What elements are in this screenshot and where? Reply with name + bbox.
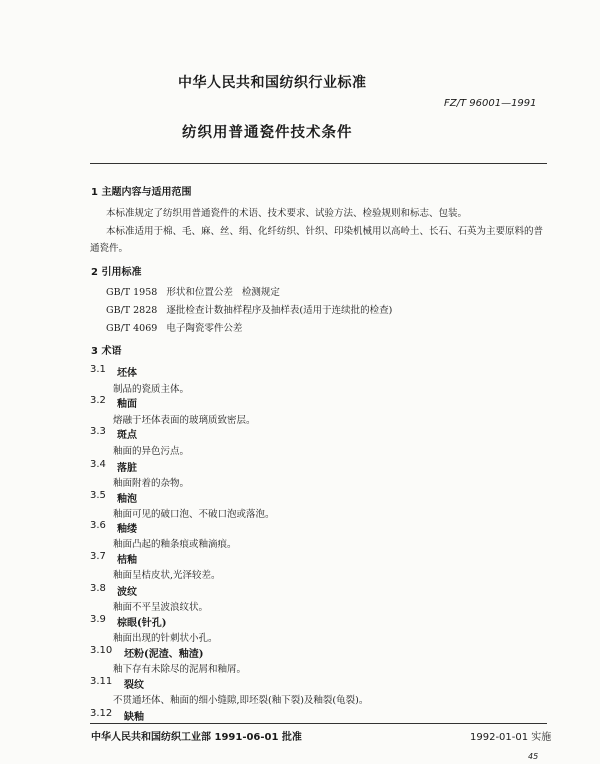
term-definition: 不贯通坯体、釉面的细小缝隙,即坯裂(釉下裂)及釉裂(龟裂)。 [113, 695, 369, 706]
term-definition: 釉面不平呈波浪纹状。 [113, 602, 209, 613]
reference-item: GB/T 4069 电子陶瓷零件公差 [106, 323, 243, 334]
industry-standard-heading: 中华人民共和国纺织行业标准 [178, 75, 367, 91]
term-name: 坯体 [117, 368, 137, 379]
term-name: 缺釉 [124, 712, 144, 723]
term-number: 3.12 [90, 708, 113, 719]
term-name: 釉面 [117, 399, 137, 410]
term-definition: 熔融于坯体表面的玻璃质致密层。 [113, 415, 256, 426]
section-1-paragraph-2-line-1: 本标准适用于棉、毛、麻、丝、绢、化纤纺织、针织、印染机械用以高岭土、长石、石英为主要原料的普 [106, 226, 544, 237]
term-name: 落脏 [117, 463, 137, 474]
term-number: 3.5 [90, 490, 106, 501]
header-rule [90, 163, 547, 164]
term-definition: 釉下存有未除尽的泥屑和釉屑。 [113, 664, 247, 675]
document-title: 纺织用普通瓷件技术条件 [182, 125, 353, 141]
term-number: 3.6 [90, 520, 106, 531]
term-number: 3.7 [90, 551, 106, 562]
term-definition: 釉面出现的针刺状小孔。 [113, 633, 218, 644]
standard-code: FZ/T 96001—1991 [444, 98, 537, 109]
term-name: 斑点 [117, 430, 137, 441]
section-1-heading: 1 主题内容与适用范围 [91, 187, 192, 198]
term-definition: 釉面呈桔皮状,光泽较差。 [113, 570, 221, 581]
term-name: 裂纹 [124, 680, 144, 691]
term-name: 釉泡 [117, 494, 137, 505]
term-number: 3.11 [90, 676, 113, 687]
term-number: 3.10 [90, 645, 113, 656]
term-definition: 釉面的异色污点。 [113, 446, 190, 457]
approval-info: 中华人民共和国纺织工业部 1991-06-01 批准 [91, 732, 302, 743]
term-definition: 釉面附着的杂物。 [113, 478, 190, 489]
section-3-heading: 3 术语 [91, 346, 122, 357]
term-name: 波纹 [117, 587, 137, 598]
term-number: 3.1 [90, 364, 106, 375]
section-2-heading: 2 引用标准 [91, 267, 142, 278]
term-number: 3.3 [90, 426, 106, 437]
term-name: 坯粉(泥渣、釉渣) [124, 649, 204, 660]
term-definition: 制品的瓷质主体。 [113, 384, 190, 395]
term-name: 釉缕 [117, 524, 137, 535]
reference-item: GB/T 2828 逐批检查计数抽样程序及抽样表(适用于连续批的检查) [106, 305, 393, 316]
term-name: 棕眼(针孔) [117, 618, 167, 629]
term-number: 3.9 [90, 614, 106, 625]
term-definition: 釉面凸起的釉条痕或釉滴痕。 [113, 539, 237, 550]
section-1-paragraph-2-line-2: 通瓷件。 [90, 243, 129, 254]
page-number: 45 [528, 752, 539, 761]
term-number: 3.4 [90, 459, 106, 470]
term-name: 桔釉 [117, 555, 137, 566]
footer-rule [90, 723, 547, 724]
section-1-paragraph-1: 本标准规定了纺织用普通瓷件的术语、技术要求、试验方法、检验规则和标志、包装。 [106, 208, 468, 219]
term-number: 3.2 [90, 395, 106, 406]
effective-date: 1992-01-01 实施 [470, 732, 552, 743]
reference-item: GB/T 1958 形状和位置公差 检测规定 [106, 287, 280, 298]
term-number: 3.8 [90, 583, 106, 594]
term-definition: 釉面可见的破口泡、不破口泡或落泡。 [113, 509, 275, 520]
